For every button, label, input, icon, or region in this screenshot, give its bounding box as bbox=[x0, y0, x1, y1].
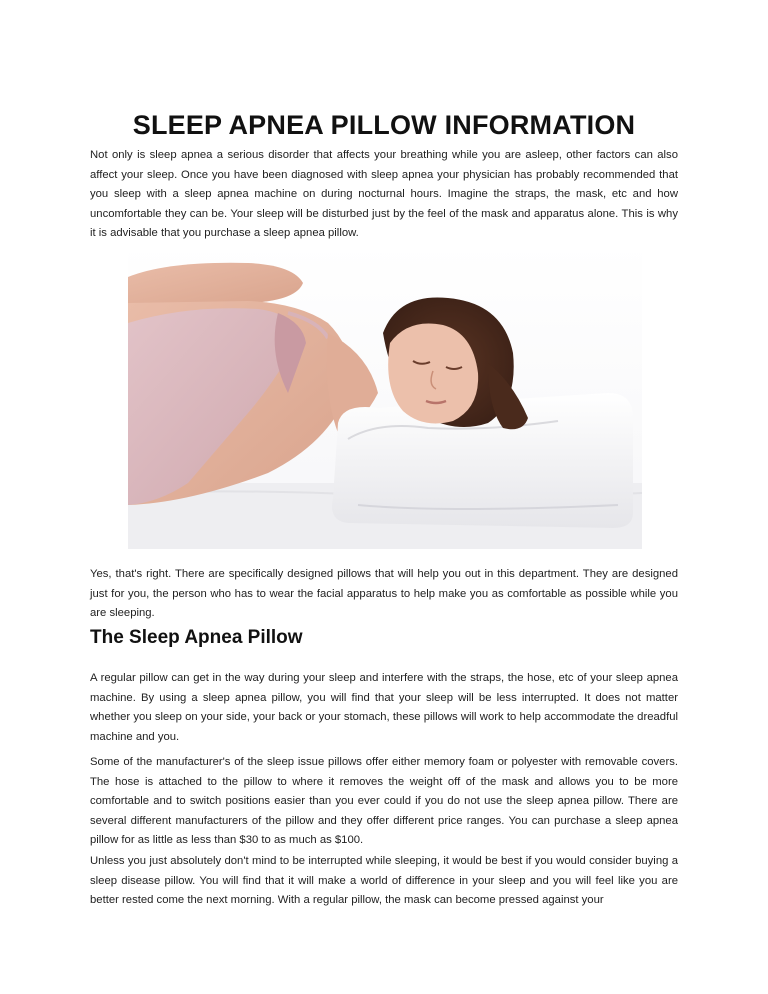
intro-paragraph: Not only is sleep apnea a serious disorder that affects your breathing while you are asleep, other factors can also affect your sleep. Once you have been diagnosed with sleep apnea your physician has probably recommended that you sleep with a sleep apnea machine on during nocturnal hours. Imagine the straps, the mask, etc and how uncomfortable they can be. Your sleep will be disturbed just by the feel of the mask and apparatus alone. This is why it is advisable that you purchase a sleep apnea pillow. bbox=[90, 149, 678, 239]
section-heading: The Sleep Apnea Pillow bbox=[90, 627, 303, 648]
section-paragraph-1: A regular pillow can get in the way during your sleep and interfere with the straps, the hose, etc of your sleep apnea machine. By using a sleep apnea pillow, you will find that your sleep will be less interrupted. It does not matter whether you sleep on your side, your back or your stomach, these pillows will work to help accommodate the dreadful machine and you. bbox=[90, 672, 678, 743]
section-paragraph-2: Some of the manufacturer's of the sleep issue pillows offer either memory foam or polyester with removable covers. The hose is attached to the pillow to where it removes the weight off of the mask and allows you to be more comfortable and to switch positions easier than you ever could if you do not use the sleep apnea pillow. There are several different manufacturers of the pillow and they offer different price ranges. You can purchase a sleep apnea pillow for as little as less than $30 to as much as $100. bbox=[90, 756, 678, 846]
after-image-paragraph: Yes, that's right. There are specifically designed pillows that will help you out in this department. They are designed just for you, the person who has to wear the facial apparatus to help make you as comfortable as possible while you are sleeping. bbox=[90, 568, 678, 619]
section-paragraph-3: Unless you just absolutely don't mind to be interrupted while sleeping, it would be best if you would consider buying a sleep disease pillow. You will find that it will make a world of difference in your sleep and you will feel like you are better rested come the next morning. With a regular pillow, the mask can become pressed against your bbox=[90, 855, 678, 906]
document-title: SLEEP APNEA PILLOW INFORMATION bbox=[132, 110, 636, 141]
woman-sleeping-on-pillow-photo bbox=[128, 243, 642, 549]
